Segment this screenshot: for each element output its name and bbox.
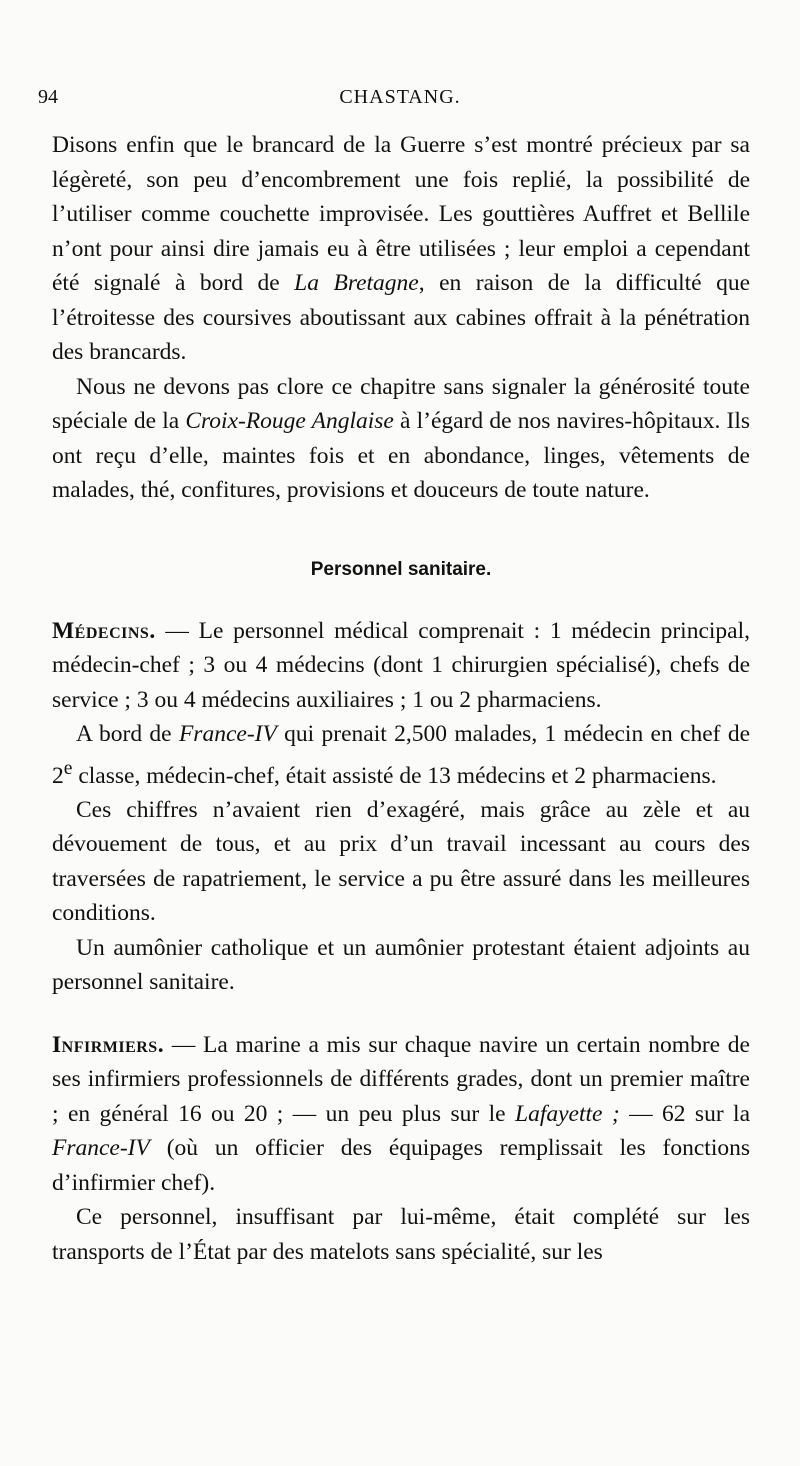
paragraph-text: A bord de xyxy=(76,721,172,747)
paragraph-text: (où un officier des équipages remplissait les fonctions d’infirmier chef). xyxy=(52,1135,750,1196)
ship-name: La Bretagne xyxy=(294,270,419,296)
paragraph-text: à l’égard de nos navires-hôpitaux. Ils ont reçu d’elle, maintes fois et en abondance, linges, vêtements de malades, thé, confitures, provisions et douceurs de toute nature. xyxy=(52,408,750,503)
paragraph-chiffres: Ces chiffres n’avaient rien d’exagéré, mais grâce au zèle et au dévouement de tous, et au prix d’un travail incessant au cours des traversées de rapatriement, le service a pu être assuré dans les meilleures conditions. xyxy=(52,796,750,927)
paragraph-text: qui prenait 2,500 malades, 1 médecin en chef de 2 xyxy=(52,721,751,789)
paragraph-text: Nous ne devons pas clore ce chapitre sans signaler la générosité toute spéciale de la xyxy=(52,373,750,434)
paragraph-text: de xyxy=(257,270,280,296)
section-heading: Personnel sanitaire. xyxy=(310,558,492,580)
subsection-label: Infirmiers. xyxy=(52,1031,165,1058)
running-head: CHASTANG. xyxy=(339,86,461,108)
paragraph-personnel: Ce personnel, insuffisant par lui-même, était complété sur les transports de l’État par des matelots sans spécialité, sur les xyxy=(52,1204,750,1265)
organization-name: Croix-Rouge Anglaise xyxy=(185,408,394,434)
paragraph-aumonier: Un aumônier catholique et un aumônier protestant étaient adjoints au personnel sanitaire. xyxy=(52,934,750,996)
paragraph-infirmiers xyxy=(52,1028,750,1201)
paragraph-brancard xyxy=(52,128,750,370)
section-gap xyxy=(52,1000,750,1028)
ship-name: France-IV xyxy=(52,1135,150,1162)
paragraph-france-iv xyxy=(52,717,750,793)
paragraph-text: , en raison de la difficulté que l’étroitesse des coursives aboutissant aux cabines offrait à la pénétration des brancards. xyxy=(52,270,751,365)
paragraph-medecins xyxy=(52,614,750,718)
paragraph-text: — La marine a mis sur chaque navire un certain nombre de ses infirmiers professionnels de différents grades, dont un premier maître ; en général 16 ou 20 ; — un peu plus sur le xyxy=(52,1031,750,1127)
paragraph-text: — Le personnel médical comprenait : 1 médecin principal, médecin-chef ; 3 ou 4 médecins (dont 1 chirurgien spécialisé), chefs de service ; 3 ou 4 médecins auxiliaires ; 1 ou 2 pharmaciens. xyxy=(52,617,750,713)
paragraph-text: classe, médecin-chef, était assisté de 13 médecins et 2 pharmaciens. xyxy=(78,762,717,789)
paragraph-croix-rouge xyxy=(52,370,750,508)
subsection-label: Médecins. xyxy=(52,617,156,644)
paragraph-text: Disons enfin que le brancard de la Guerre s’est montré précieux par sa légèreté, son peu d’encombrement une fois replié, la possibilité de l’utiliser comme couchette improvisée. Les gouttières Auffret et Bellile n’ont pour ainsi dire jamais eu à être utilisées ; leur emploi a cependant été signalé à bord xyxy=(52,132,750,296)
ship-name: France-IV xyxy=(178,721,277,747)
paragraph-text: — 62 sur la xyxy=(629,1100,751,1127)
superscript: e xyxy=(63,757,73,779)
ship-name: Lafayette ; xyxy=(515,1100,620,1127)
page-number: 94 xyxy=(38,86,58,108)
body-text xyxy=(52,128,750,1269)
page-header xyxy=(38,86,762,118)
